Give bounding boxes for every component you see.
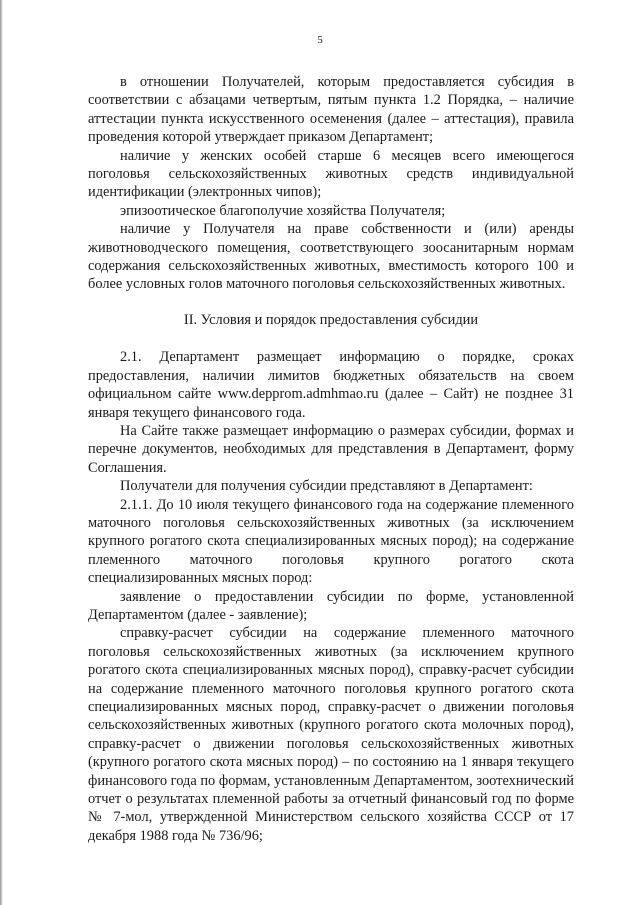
section-heading: II. Условия и порядок предоставления субсидии (183, 311, 479, 328)
scan-edge (0, 0, 3, 905)
page-number: 5 (317, 34, 323, 46)
paragraph: наличие у женских особей старше 6 месяцев всего имеющегося поголовья сельскохозяйственных животных средств индивидуальной идентификации (электронных чипов); (88, 147, 574, 201)
paragraph: 2.1.1. До 10 июля текущего финансового года на содержание племенного маточного поголовья сельскохозяйственных животных (за исключением крупного рогатого скота специализированных мясных пород); на содержание племенного маточного поголовья крупного рогатого скота специализированных мясных пород: (88, 496, 574, 587)
paragraph: справку-расчет субсидии на содержание племенного маточного поголовья сельскохозяйственных животных (за исключением крупного рогатого скота специализированных мясных пород), справку-расчет субсидии на содержание племенного маточного поголовья крупного рогатого скота специализированных мясных пород, справку-расчет о движении поголовья сельскохозяйственных животных (крупного рогатого скота молочных пород), справку-расчет о движении поголовья сельскохозяйственных животных (крупного рогатого скота мясных пород) – по состоянию на 1 января текущего финансового года по формам, установленным Департаментом, зоотехнический отчет о результатах племенной работы за отчетный финансовый год по форме № 7-мол, утвержденной Министерством сельского хозяйства СССР от 17 декабря 1988 года № 736/96; (88, 625, 574, 844)
paragraph: наличие у Получателя на праве собственности и (или) аренды животноводческого помещения, соответствующего зоосанитарным нормам содержания сельскохозяйственных животных, вместимость которого 100 и более условных голов маточного поголовья сельскохозяйственных животных. (88, 221, 574, 293)
paragraph: 2.1. Департамент размещает информацию о порядке, сроках предоставления, наличии лимитов бюджетных обязательств на своем официальном сайте www.depprom.admhmao.ru (далее – Сайт) не позднее 31 января текущего финансового года. (88, 349, 574, 421)
paragraph: в отношении Получателей, которым предоставляется субсидия в соответствии с абзацами четвертым, пятым пункта 1.2 Порядка, – наличие аттестации пункта искусственного осеменения (далее – аттестация), правила проведения которой утверждает приказом Департамент; (88, 74, 574, 146)
document-body (88, 73, 574, 845)
paragraph: эпизоотическое благополучие хозяйства Получателя; (120, 202, 446, 219)
paragraph: Получатели для получения субсидии представляют в Департамент: (120, 478, 533, 495)
paragraph: заявление о предоставлении субсидии по форме, установленной Департаментом (далее - заявление); (88, 588, 574, 623)
paragraph: На Сайте также размещает информацию о размерах субсидии, формах и перечне документов, необходимых для представления в Департамент, форму Соглашения. (88, 422, 574, 476)
